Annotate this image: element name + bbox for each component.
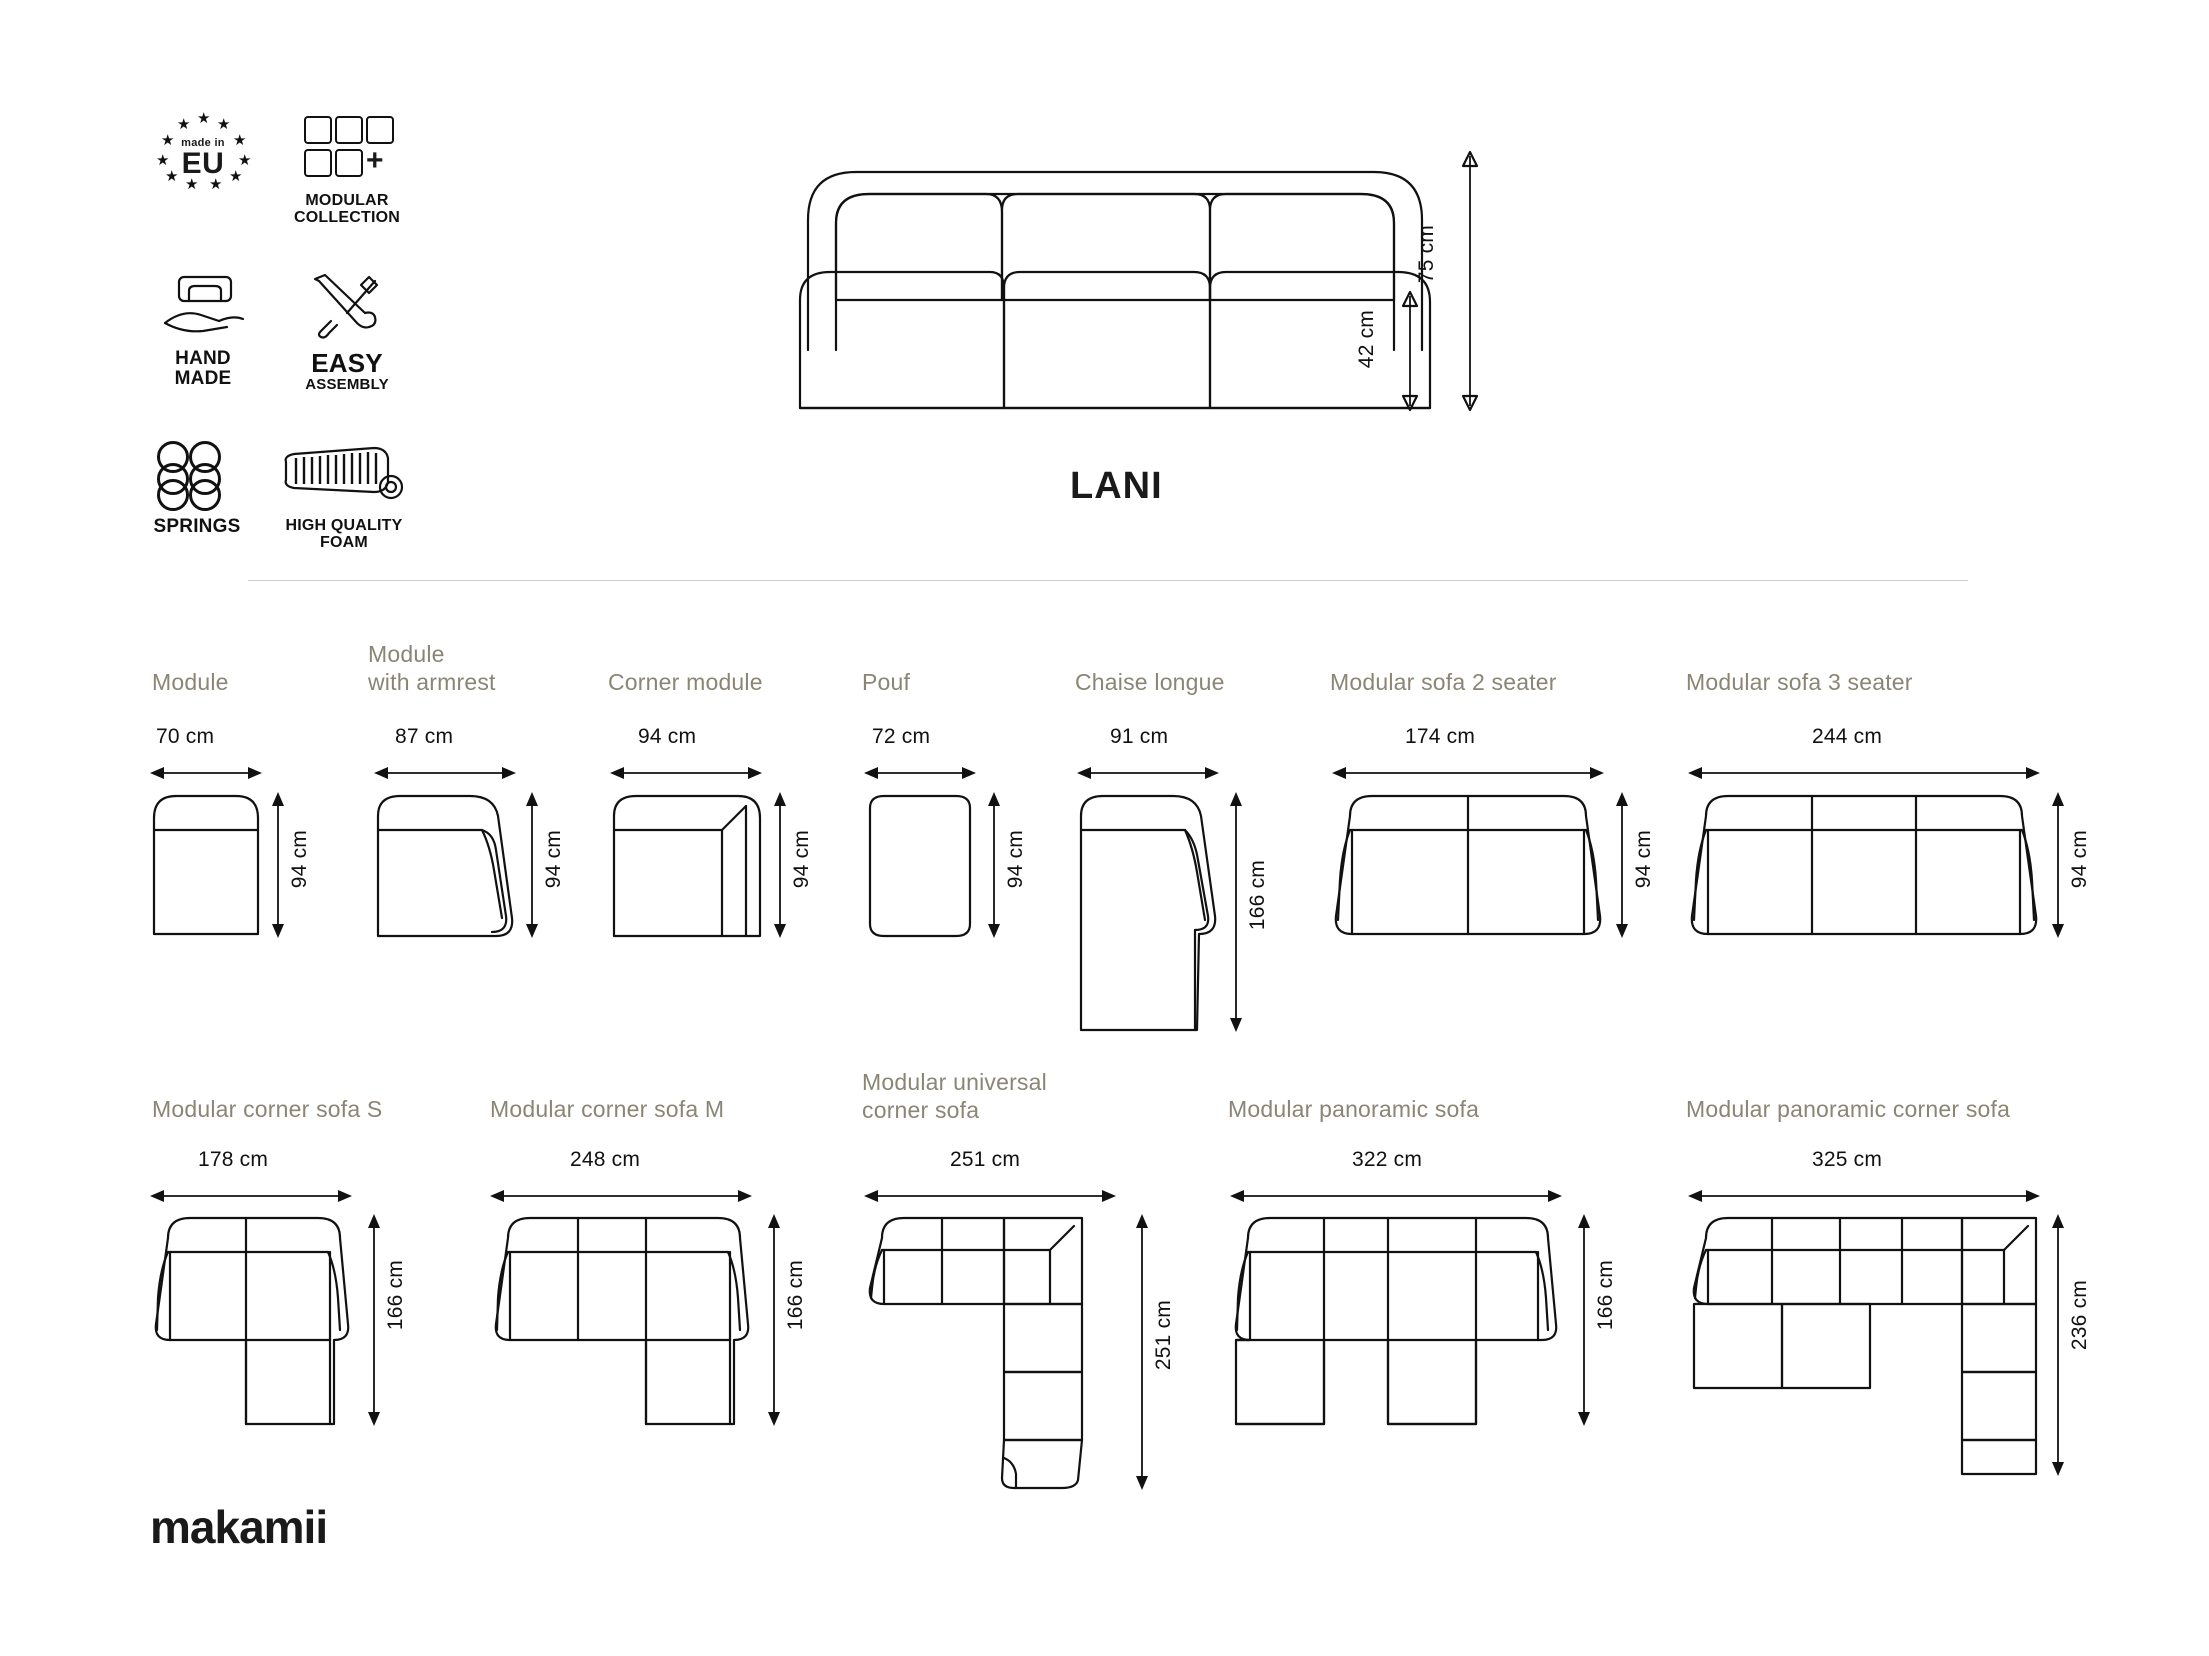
badge-made-in-eu [148, 110, 258, 227]
badge-modular-line2: COLLECTION [294, 209, 400, 227]
hero-sofa-drawing [790, 150, 1440, 430]
item-sofa-2seater-label: Modular sofa 2 seater [1330, 669, 1557, 695]
badge-easy-assembly [292, 267, 402, 393]
panoramic-corner-sofa-drawing [1688, 1212, 2040, 1478]
sofa3-depth-label: 94 cm [2068, 830, 2091, 889]
item-panoramic-sofa [1228, 1095, 1479, 1123]
corner-m-depth-dim [766, 1212, 782, 1428]
item-module-armrest [368, 640, 558, 696]
item-corner-module-label: Corner module [608, 669, 763, 695]
item-chaise-longue-label: Chaise longue [1075, 669, 1225, 695]
item-panoramic-corner-sofa-label: Modular panoramic corner sofa [1686, 1096, 2011, 1122]
badge-row-1 [148, 110, 408, 227]
module-drawing [150, 790, 262, 938]
corner-m-width-label: 248 cm [570, 1148, 641, 1171]
corner-m-depth-label: 166 cm [784, 1260, 807, 1331]
panoramic-width-dim [1228, 1188, 1564, 1204]
corner-sofa-m-drawing [490, 1212, 752, 1428]
item-pouf [862, 668, 910, 696]
badge-springs [148, 435, 246, 552]
feature-badges [148, 110, 408, 577]
badge-easy-line2: ASSEMBLY [305, 375, 389, 393]
panoramic-sofa-drawing [1230, 1212, 1562, 1428]
badge-modular-line1: MODULAR [305, 192, 389, 209]
chaise-width-label: 91 cm [1110, 725, 1169, 748]
universal-width-label: 251 cm [950, 1148, 1021, 1171]
sofa3-width-label: 244 cm [1812, 725, 1883, 748]
module-depth-label: 94 cm [288, 830, 311, 889]
sofa3-depth-dim [2050, 790, 2066, 940]
module-armrest-width-dim [372, 765, 518, 781]
springs-icon [155, 435, 239, 513]
item-module [152, 668, 229, 696]
item-corner-sofa-m-label: Modular corner sofa M [490, 1096, 725, 1122]
module-width-dim [148, 765, 264, 781]
corner-s-width-dim [148, 1188, 354, 1204]
module-width-label: 70 cm [156, 725, 215, 748]
sofa3-drawing [1688, 790, 2040, 940]
badge-high-quality-foam [280, 435, 408, 552]
pouf-depth-dim [986, 790, 1002, 940]
corner-s-depth-label: 166 cm [384, 1260, 407, 1331]
module-depth-dim [270, 790, 286, 940]
module-armrest-depth-label: 94 cm [542, 830, 565, 889]
universal-depth-dim [1134, 1212, 1150, 1492]
badge-row-3 [148, 435, 408, 552]
corner-s-depth-dim [366, 1212, 382, 1428]
item-corner-sofa-s-label: Modular corner sofa S [152, 1096, 383, 1122]
item-module-armrest-label2: with armrest [368, 669, 496, 696]
sofa2-depth-label: 94 cm [1632, 830, 1655, 889]
item-corner-sofa-s [152, 1095, 382, 1123]
item-sofa-3seater [1686, 668, 1913, 696]
foam-icon [280, 435, 408, 513]
badge-hand-made [148, 267, 258, 393]
item-corner-sofa-m [490, 1095, 724, 1123]
module-armrest-width-label: 87 cm [395, 725, 454, 748]
pouf-drawing [864, 790, 976, 940]
hero-height-seat-dim [1390, 290, 1430, 412]
sofa3-width-dim [1686, 765, 2042, 781]
item-sofa-3seater-label: Modular sofa 3 seater [1686, 669, 1913, 695]
brand-logo: makamii [150, 1501, 328, 1553]
pouf-width-dim [862, 765, 978, 781]
panoramic-depth-label: 166 cm [1594, 1260, 1617, 1331]
sofa2-depth-dim [1614, 790, 1630, 940]
eu-made-in-text: made in [181, 137, 225, 149]
item-chaise-longue [1075, 668, 1225, 696]
sofa2-drawing [1332, 790, 1604, 940]
panoramic-corner-depth-label: 236 cm [2068, 1280, 2091, 1351]
item-pouf-label: Pouf [862, 669, 911, 695]
corner-sofa-s-drawing [150, 1212, 352, 1428]
panoramic-corner-width-dim [1686, 1188, 2042, 1204]
corner-m-width-dim [488, 1188, 754, 1204]
item-universal-corner-sofa [862, 1068, 1112, 1124]
badge-modular-collection [292, 110, 402, 227]
corner-module-width-label: 94 cm [638, 725, 697, 748]
module-armrest-drawing [374, 790, 516, 940]
chaise-depth-label: 166 cm [1246, 860, 1269, 931]
modular-squares-icon: + [304, 110, 390, 188]
item-module-armrest-label1: Module [368, 641, 445, 667]
panoramic-depth-dim [1576, 1212, 1592, 1428]
badge-handmade-line1: HAND [175, 347, 231, 369]
corner-module-width-dim [608, 765, 764, 781]
corner-s-width-label: 178 cm [198, 1148, 269, 1171]
hero-height-seat-label: 42 cm [1355, 310, 1378, 369]
hand-made-icon [157, 267, 249, 345]
panoramic-width-label: 322 cm [1352, 1148, 1423, 1171]
badge-easy-line1: EASY [311, 347, 383, 378]
universal-depth-label: 251 cm [1152, 1300, 1175, 1371]
sofa2-width-label: 174 cm [1405, 725, 1476, 748]
corner-module-depth-label: 94 cm [790, 830, 813, 889]
item-panoramic-sofa-label: Modular panoramic sofa [1228, 1096, 1480, 1122]
chaise-drawing [1077, 790, 1219, 1034]
chaise-depth-dim [1228, 790, 1244, 1034]
tools-icon [307, 267, 387, 345]
item-corner-module [608, 668, 763, 696]
item-sofa-2seater [1330, 668, 1557, 696]
hero-height-total-dim [1450, 150, 1490, 412]
hero-height-total-label: 75 cm [1415, 225, 1438, 284]
corner-module-depth-dim [772, 790, 788, 940]
badge-handmade-line2: MADE [174, 368, 232, 390]
item-module-label: Module [152, 669, 229, 695]
chaise-width-dim [1075, 765, 1221, 781]
badge-springs-line1: SPRINGS [153, 515, 241, 537]
pouf-width-label: 72 cm [872, 725, 931, 748]
badge-foam-line2: FOAM [320, 534, 368, 552]
eu-stars-icon: ★ ★ ★ ★ ★ ★ ★ ★ ★ ★ ★ made in EU [156, 110, 252, 193]
item-universal-label2: corner sofa [862, 1097, 980, 1124]
panoramic-corner-depth-dim [2050, 1212, 2066, 1478]
badge-foam-line1: HIGH QUALITY [285, 516, 403, 534]
item-universal-label1: Modular universal [862, 1069, 1047, 1095]
item-panoramic-corner-sofa [1686, 1095, 2010, 1123]
section-divider [248, 580, 1968, 581]
badge-row-2 [148, 267, 408, 393]
panoramic-corner-width-label: 325 cm [1812, 1148, 1883, 1171]
sofa2-width-dim [1330, 765, 1606, 781]
universal-width-dim [862, 1188, 1118, 1204]
corner-module-drawing [610, 790, 762, 940]
eu-text: EU [181, 147, 225, 180]
module-armrest-depth-dim [524, 790, 540, 940]
product-title: LANI [1070, 465, 1163, 507]
pouf-depth-label: 94 cm [1004, 830, 1027, 889]
universal-corner-sofa-drawing [864, 1212, 1116, 1492]
